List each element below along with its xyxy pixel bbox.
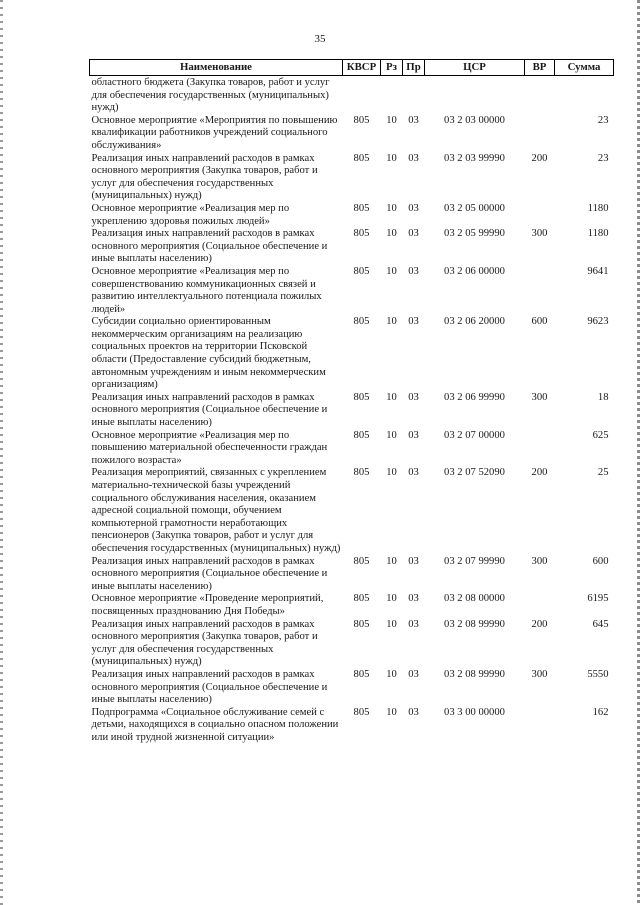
row-csr: 03 2 03 00000 — [444, 114, 505, 126]
row-rz: 10 — [386, 202, 397, 214]
row-pr: 03 — [408, 202, 419, 214]
header-rz: Рз — [381, 60, 403, 76]
row-csr: 03 2 07 99990 — [444, 555, 505, 567]
header-vr: ВР — [525, 60, 555, 76]
row-pr: 03 — [408, 555, 419, 567]
row-csr: 03 2 06 00000 — [444, 265, 505, 277]
row-kvsr: 805 — [353, 668, 370, 680]
row-name: Основное мероприятие «Реализация мер по совершенствованию коммуникационных связей и развитию интеллектуального потенциала пожилых людей» — [91, 265, 322, 315]
row-name: Подпрограмма «Социальное обслуживание семей с детьми, находящихся в социально опасном положении или иной трудной жизненной ситуации» — [91, 706, 339, 743]
table-row — [90, 203, 614, 228]
row-name: Реализация иных направлений расходов в рамках основного мероприятия (Социальное обеспечение и иные выплаты населению) — [91, 228, 328, 265]
header-pr: Пр — [403, 60, 425, 76]
row-sum: 25 — [597, 467, 609, 479]
row-kvsr: 805 — [353, 555, 370, 567]
row-csr: 03 2 03 99990 — [444, 152, 505, 164]
row-kvsr: 805 — [353, 593, 370, 605]
table-row — [90, 115, 614, 153]
row-pr: 03 — [408, 618, 419, 630]
row-sum: 645 — [592, 618, 609, 630]
row-vr — [525, 266, 555, 316]
table-row — [90, 266, 614, 316]
table-row — [90, 619, 614, 669]
row-rz: 10 — [386, 668, 397, 680]
row-sum: 1180 — [587, 228, 609, 240]
row-kvsr: 805 — [353, 152, 370, 164]
row-rz: 10 — [386, 555, 397, 567]
header-name: Наименование — [90, 60, 343, 76]
row-sum: 1180 — [587, 202, 609, 214]
row-csr: 03 2 05 00000 — [444, 202, 505, 214]
row-vr — [525, 707, 555, 745]
row-rz: 10 — [386, 316, 397, 328]
row-vr: 200 — [531, 467, 548, 479]
row-vr — [525, 115, 555, 153]
row-name: Реализация иных направлений расходов в рамках основного мероприятия (Закупка товаров, работ и услуг для обеспечения государственных (муниципальных) нужд) — [91, 152, 318, 202]
row-rz: 10 — [386, 228, 397, 240]
scan-left-edge — [0, 0, 3, 905]
row-vr: 300 — [531, 391, 548, 403]
table-row — [90, 669, 614, 707]
table-row — [90, 430, 614, 468]
row-name: Реализация мероприятий, связанных с укреплением материально-технической базы учреждений социального обслуживания населения, оказанием адресной социальной помощи, обучением компьютерной грамотности неработающих пенсионеров (Закупка товаров, работ и услуг для обеспечения государственных (муниципальных) нужд) — [91, 467, 341, 554]
row-csr: 03 2 06 20000 — [444, 316, 505, 328]
row-vr: 300 — [531, 555, 548, 567]
row-sum: 600 — [592, 555, 609, 567]
row-kvsr: 805 — [353, 467, 370, 479]
row-sum: 162 — [592, 706, 609, 718]
row-kvsr — [343, 76, 381, 115]
row-pr: 03 — [408, 265, 419, 277]
row-kvsr: 805 — [353, 265, 370, 277]
row-csr: 03 2 06 99990 — [444, 391, 505, 403]
table-row — [90, 316, 614, 392]
row-rz — [381, 76, 403, 115]
row-csr: 03 2 08 00000 — [444, 593, 505, 605]
row-pr: 03 — [408, 668, 419, 680]
row-csr: 03 2 05 99990 — [444, 228, 505, 240]
budget-table — [89, 59, 614, 744]
row-vr: 200 — [531, 152, 548, 164]
row-name: Реализация иных направлений расходов в рамках основного мероприятия (Социальное обеспечение и иные выплаты населению) — [91, 668, 328, 706]
row-sum: 23 — [597, 152, 609, 164]
row-name: Основное мероприятие «Реализация мер по повышению материальной обеспеченности граждан пожилого возраста» — [91, 429, 328, 466]
row-vr — [525, 203, 555, 228]
header-sum: Сумма — [555, 60, 614, 76]
row-name: Основное мероприятие «Проведение мероприятий, посвященных празднованию Дня Победы» — [91, 593, 324, 617]
row-kvsr: 805 — [353, 706, 370, 718]
row-sum: 18 — [597, 391, 609, 403]
row-kvsr: 805 — [353, 429, 370, 441]
row-rz: 10 — [386, 114, 397, 126]
table-row — [90, 228, 614, 266]
row-rz: 10 — [386, 265, 397, 277]
row-sum — [555, 76, 614, 115]
page-number: 35 — [314, 33, 326, 45]
row-name: Реализация иных направлений расходов в рамках основного мероприятия (Закупка товаров, работ и услуг для обеспечения государственных (муниципальных) нужд) — [91, 618, 318, 668]
row-pr: 03 — [408, 706, 419, 718]
row-rz: 10 — [386, 467, 397, 479]
table-row — [90, 556, 614, 594]
row-pr: 03 — [408, 391, 419, 403]
row-rz: 10 — [386, 618, 397, 630]
row-name: Реализация иных направлений расходов в рамках основного мероприятия (Социальное обеспечение и иные выплаты населению) — [91, 555, 328, 592]
row-pr: 03 — [408, 114, 419, 126]
row-sum: 625 — [592, 429, 609, 441]
row-sum: 6195 — [587, 593, 609, 605]
row-csr — [425, 76, 525, 115]
row-name: Основное мероприятие «Реализация мер по укреплению здоровья пожилых людей» — [91, 202, 290, 227]
header-csr: ЦСР — [425, 60, 525, 76]
row-rz: 10 — [386, 706, 397, 718]
row-kvsr: 805 — [353, 114, 370, 126]
row-rz: 10 — [386, 152, 397, 164]
table-header-row — [90, 60, 614, 76]
row-vr — [525, 593, 555, 618]
row-vr: 300 — [531, 668, 548, 680]
row-vr: 300 — [531, 228, 548, 240]
row-pr: 03 — [408, 316, 419, 328]
row-csr: 03 3 00 00000 — [444, 706, 505, 718]
row-pr: 03 — [408, 429, 419, 441]
row-kvsr: 805 — [353, 202, 370, 214]
row-csr: 03 2 08 99990 — [444, 668, 505, 680]
table-row — [90, 467, 614, 555]
row-rz: 10 — [386, 429, 397, 441]
row-vr — [525, 76, 555, 115]
table-row — [90, 392, 614, 430]
row-kvsr: 805 — [353, 618, 370, 630]
row-name: областного бюджета (Закупка товаров, работ и услуг для обеспечения государственных (муниципальных) нужд) — [91, 77, 330, 114]
row-sum: 9641 — [587, 265, 609, 277]
row-pr: 03 — [408, 228, 419, 240]
row-name: Субсидии социально ориентированным некоммерческим организациям на реализацию социальных проектов на территории Псковской области (Предоставление субсидий бюджетным, автономным учреждениям и иным некоммерческим организациям) — [91, 316, 326, 391]
table-row — [90, 593, 614, 618]
row-rz: 10 — [386, 391, 397, 403]
table-row — [90, 707, 614, 745]
row-pr — [403, 76, 425, 115]
header-kvsr: КВСР — [343, 60, 381, 76]
row-vr: 200 — [531, 618, 548, 630]
row-pr: 03 — [408, 467, 419, 479]
row-vr: 600 — [531, 316, 548, 328]
row-sum: 5550 — [587, 668, 609, 680]
row-sum: 23 — [597, 114, 609, 126]
row-name: Основное мероприятие «Мероприятия по повышению квалификации работников учреждений социального обслуживания» — [91, 114, 338, 151]
row-rz: 10 — [386, 593, 397, 605]
row-kvsr: 805 — [353, 316, 370, 328]
row-csr: 03 2 08 99990 — [444, 618, 505, 630]
row-pr: 03 — [408, 152, 419, 164]
row-sum: 9623 — [587, 316, 609, 328]
row-vr — [525, 430, 555, 468]
table-row — [90, 76, 614, 115]
row-csr: 03 2 07 52090 — [444, 467, 505, 479]
table-row — [90, 153, 614, 203]
row-pr: 03 — [408, 593, 419, 605]
row-kvsr: 805 — [353, 228, 370, 240]
row-name: Реализация иных направлений расходов в рамках основного мероприятия (Социальное обеспечение и иные выплаты населению) — [91, 391, 328, 429]
row-kvsr: 805 — [353, 391, 370, 403]
row-csr: 03 2 07 00000 — [444, 429, 505, 441]
